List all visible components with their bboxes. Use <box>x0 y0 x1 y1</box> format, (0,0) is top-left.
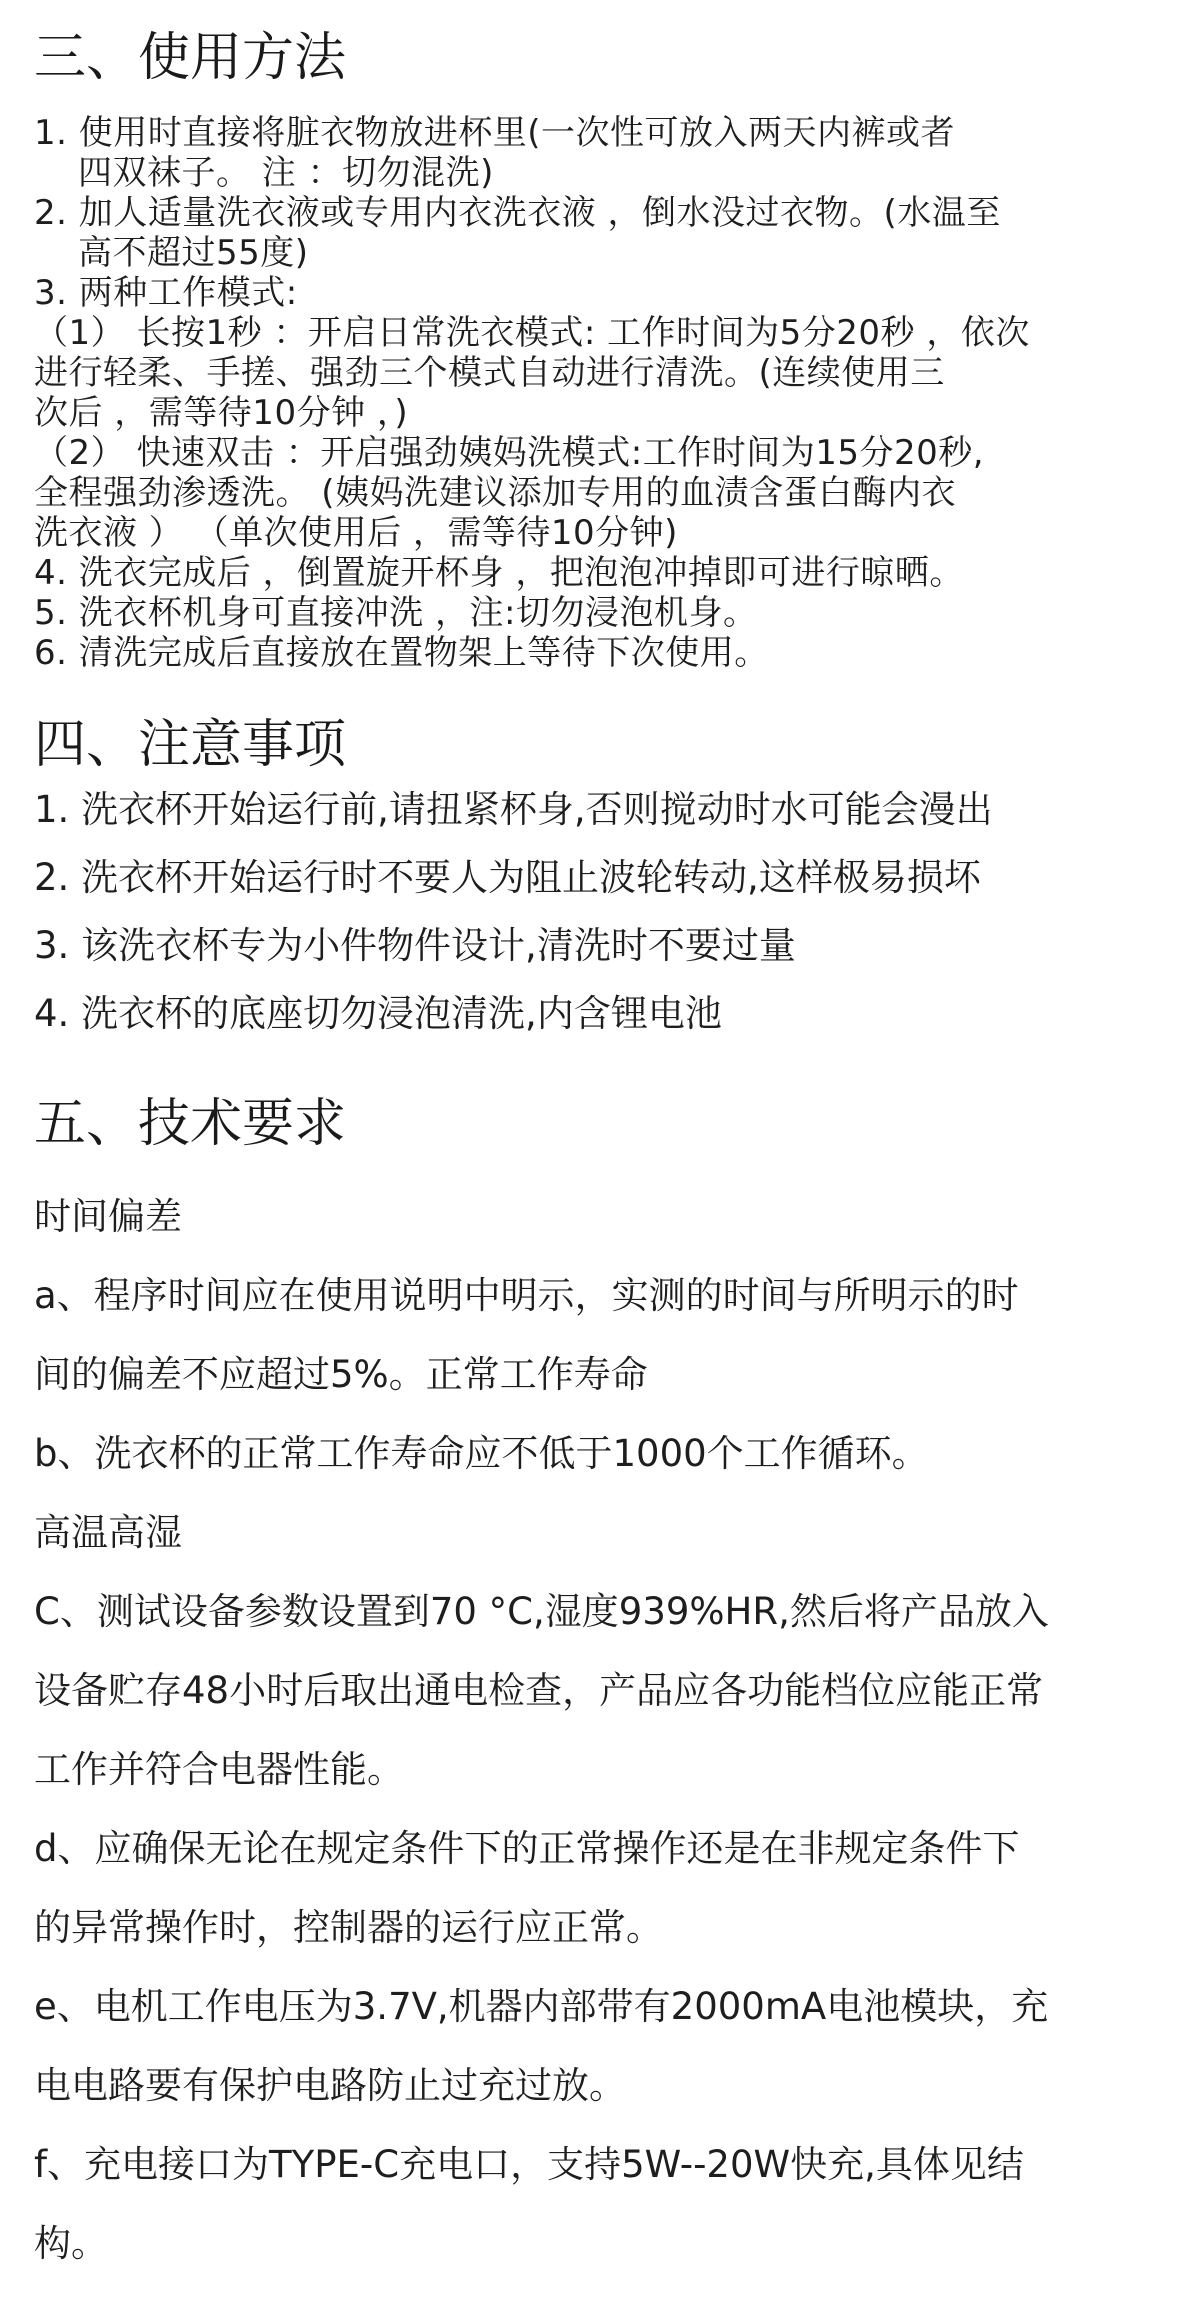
usage-line: 2. 加人适量洗衣液或专用内衣洗衣液 ，倒水没过衣物。(水温至 <box>34 193 1001 233</box>
tech-line: C、测试设备参数设置到70 °C,湿度939%HR,然后将产品放入 <box>34 1590 1049 1633</box>
usage-line: 高不超过55度) <box>78 233 309 273</box>
notes-heading: 四、注意事项 <box>34 715 347 775</box>
tech-line: f、充电接口为TYPE-C充电口，支持5W--20W快充,具体见结 <box>34 2143 1024 2186</box>
notes-item: 2. 洗衣杯开始运行时不要人为阻止波轮转动,这样极易损坏 <box>34 856 981 899</box>
usage-list <box>34 113 1164 673</box>
usage-line: 5. 洗衣杯机身可直接冲洗 ，注:切勿浸泡机身。 <box>34 593 758 633</box>
notes-item: 4. 洗衣杯的底座切勿浸泡清洗,内含锂电池 <box>34 992 722 1035</box>
notes-item: 1. 洗衣杯开始运行前,请扭紧杯身,否则搅动时水可能会漫出 <box>34 788 993 831</box>
usage-line: 进行轻柔、手搓、强劲三个模式自动进行清洗。(连续使用三 <box>34 353 945 393</box>
tech-heading: 五、技术要求 <box>34 1094 347 1154</box>
tech-line: e、电机工作电压为3.7V,机器内部带有2000mA电池模块，充 <box>34 1985 1049 2028</box>
tech-line: d、应确保无论在规定条件下的正常操作还是在非规定条件下 <box>34 1827 1020 1870</box>
tech-line: 高温高湿 <box>34 1511 182 1554</box>
tech-line: 工作并符合电器性能。 <box>34 1748 404 1791</box>
tech-line: 构。 <box>34 2222 108 2265</box>
usage-line: （2） 快速双击 ：开启强劲姨妈洗模式:工作时间为15分20秒, <box>34 433 985 473</box>
usage-heading: 三、使用方法 <box>34 28 347 88</box>
notes-item: 3. 该洗衣杯专为小件物件设计,清洗时不要过量 <box>34 924 796 967</box>
tech-line: 间的偏差不应超过5%。正常工作寿命 <box>34 1353 648 1396</box>
tech-line: a、程序时间应在使用说明中明示，实测的时间与所明示的时 <box>34 1274 1019 1317</box>
usage-line: 4. 洗衣完成后 ，倒置旋开杯身 ，把泡泡冲掉即可进行晾晒。 <box>34 553 964 593</box>
tech-line: 时间偏差 <box>34 1195 182 1238</box>
usage-line: （1） 长按1秒 ：开启日常洗衣模式: 工作时间为5分20秒 ，依次 <box>34 313 1030 353</box>
usage-line: 全程强劲渗透洗。 (姨妈洗建议添加专用的血渍含蛋白酶内衣 <box>34 473 957 513</box>
usage-line: 洗衣液 ） （单次使用后 ，需等待10分钟) <box>34 513 678 553</box>
usage-line: 四双袜子。 注 ：切勿混洗) <box>78 153 494 193</box>
tech-line: b、洗衣杯的正常工作寿命应不低于1000个工作循环。 <box>34 1432 929 1475</box>
usage-line: 次后 ，需等待10分钟 ，) <box>34 393 409 433</box>
tech-line: 电电路要有保护电路防止过充过放。 <box>34 2064 626 2107</box>
usage-line: 1. 使用时直接将脏衣物放进杯里(一次性可放入两天内裤或者 <box>34 113 956 153</box>
tech-line: 设备贮存48小时后取出通电检查，产品应各功能档位应能正常 <box>34 1669 1044 1712</box>
usage-line: 6. 清洗完成后直接放在置物架上等待下次使用。 <box>34 633 769 673</box>
tech-line: 的异常操作时，控制器的运行应正常。 <box>34 1906 663 1949</box>
usage-line: 3. 两种工作模式: <box>34 273 298 313</box>
